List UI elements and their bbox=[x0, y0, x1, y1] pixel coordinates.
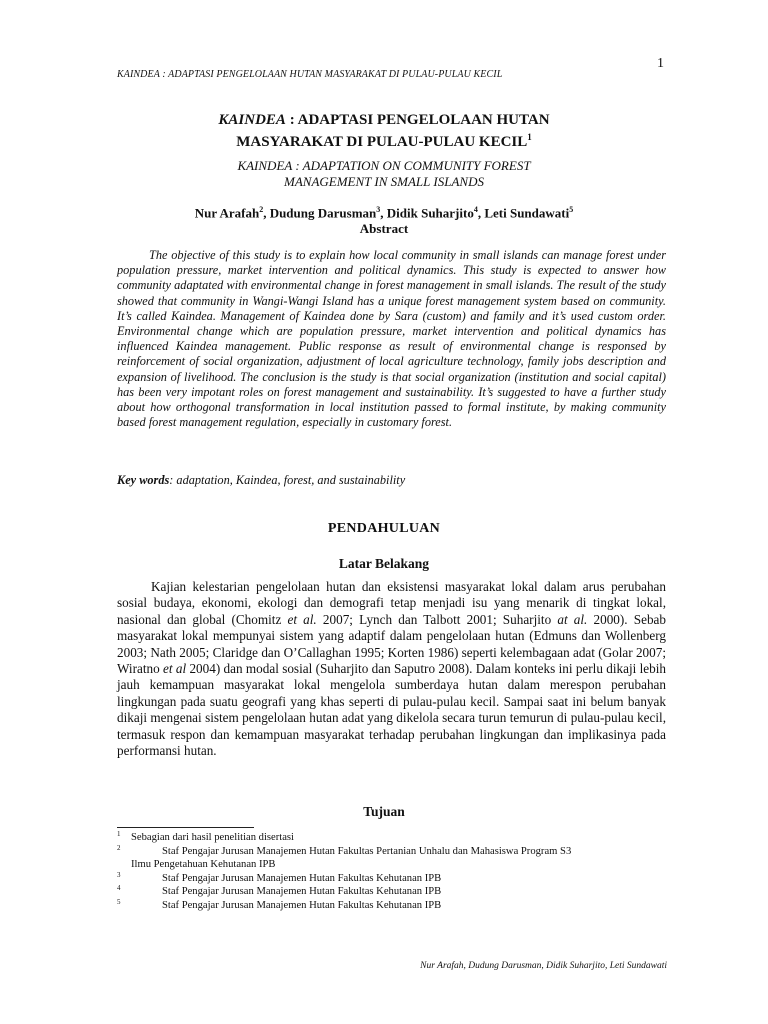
author-separator: , bbox=[380, 205, 387, 221]
footnote bbox=[117, 872, 677, 886]
title-footnote-mark: 1 bbox=[527, 132, 532, 142]
subtitle-line2: MANAGEMENT IN SMALL ISLANDS bbox=[284, 174, 484, 189]
author-name: Leti Sundawati bbox=[484, 205, 570, 221]
footnote-mark: 4 bbox=[117, 884, 121, 893]
running-head: KAINDEA : ADAPTASI PENGELOLAAN HUTAN MASYARAKAT DI PULAU-PULAU KECIL bbox=[117, 69, 503, 80]
abstract-text: The objective of this study is to explain how local community in small islands can manage forest under population pressure, market intervention and political dynamics. This study is expected to answer how community adaptated with environmental change in forest management in small islands. The result of the study showed that community in Wangi-Wangi Island has a unique forest management system based on community. It’s called Kaindea. Management of Kaindea done by Sara (custom) and family and it’s used custom order. Environmental change which are population pressure, market intervention and political dynamics has influenced Kaindea management. Public response as result of environmental change is responsed by reinforcement of social organization, adjustment of local agriculture technology, family jobs description and expansion of livelihood. The conclusion is the study is that social organization (institution and social capital) has been very impotant roles on forest management and sustainability. It’s suggested to have a further study about how orthogonal transformation in local institution passed to formal institute, by making community based forest management regulation, especially in customary forest. bbox=[117, 248, 666, 430]
footnote-text: Sebagian dari hasil penelitian disertasi bbox=[131, 832, 294, 843]
footnotes bbox=[117, 831, 677, 913]
intro-text: Kajian kelestarian pengelolaan hutan dan eksistensi masyarakat lokal dalam arus perubahan sosial budaya, ekonomi, ekologi dan demografi tetap menjadi isu yang menarik di tingkat lokal, nasional dan global (Chomitz bbox=[117, 579, 666, 627]
author-list bbox=[117, 205, 651, 221]
footnote-text: Ilmu Pengetahuan Kehutanan IPB bbox=[131, 859, 276, 871]
keywords bbox=[117, 473, 666, 488]
paper-subtitle bbox=[117, 158, 651, 190]
keywords-label: Key words bbox=[117, 473, 170, 487]
intro-et-al: et al bbox=[163, 661, 187, 677]
paper-title bbox=[117, 112, 651, 151]
footnote-text: Staf Pengajar Jurusan Manajemen Hutan Fakultas Kehutanan IPB bbox=[162, 886, 442, 898]
author-separator: , bbox=[477, 205, 485, 221]
footnote bbox=[117, 885, 677, 899]
footnote-continuation bbox=[117, 858, 677, 872]
author-name: Nur Arafah bbox=[194, 205, 260, 221]
footnote-divider bbox=[117, 827, 254, 828]
intro-text: 2004) dan modal sosial (Suharjito dan Saputro 2008). Dalam konteks ini perlu dikaji lebih jauh kemampuan masyarakat lokal mengelola sumberdaya hutan dalam merespon perubahan lingkungan pada suatu geografi yang khas seperti di pulau-pulau kecil. Sampai saat ini belum banyak dikaji mengenai sistem pengelolaan hutan adat yang dikelola secara turun temurun di pulau-pulau kecil, termasuk respon dan kemampuan masyarakat terhadap perubahan lingkungan dan implikasinya pada performansi hutan. bbox=[117, 661, 666, 759]
intro-paragraph bbox=[117, 579, 666, 759]
author-name: Dudung Darusman bbox=[269, 205, 377, 221]
intro-text: 2007; Lynch dan Talbott 2001; Suharjito bbox=[316, 611, 558, 627]
subtitle-line1: KAINDEA : ADAPTATION ON COMMUNITY FOREST bbox=[237, 158, 531, 173]
intro-et-al: et al. bbox=[287, 611, 317, 627]
footnote bbox=[117, 831, 677, 845]
intro-et-al: at al. bbox=[557, 611, 588, 627]
author-mark: 2 bbox=[259, 205, 264, 214]
footnote bbox=[117, 899, 677, 913]
title-italic-word: KAINDEA bbox=[218, 112, 286, 128]
footnote-mark: 3 bbox=[117, 870, 121, 879]
footnote-mark: 1 bbox=[117, 830, 121, 838]
author-mark: 3 bbox=[376, 205, 381, 214]
subsection-heading: Latar Belakang bbox=[338, 556, 430, 571]
tujuan-heading: Tujuan bbox=[363, 804, 405, 819]
page-footer: Nur Arafah, Dudung Darusman, Didik Suharjito, Leti Sundawati bbox=[420, 961, 667, 971]
footnote-mark: 2 bbox=[117, 843, 121, 852]
footnote-text: Staf Pengajar Jurusan Manajemen Hutan Fakultas Kehutanan IPB bbox=[162, 872, 442, 884]
title-line2: MASYARAKAT DI PULAU-PULAU KECIL bbox=[236, 134, 528, 150]
section-heading: PENDAHULUAN bbox=[327, 521, 441, 536]
footnote bbox=[117, 845, 677, 859]
footnote-text: Staf Pengajar Jurusan Manajemen Hutan Fakultas Kehutanan IPB bbox=[162, 899, 442, 911]
author-mark: 4 bbox=[473, 205, 478, 214]
intro-text: 2000). Sebab masyarakat lokal mempunyai sistem yang adaptif dalam pengelolaan hutan (Edmuns dan Wollenberg 2003; Nath 2005; Claridge dan O’Callaghan 1995; Korten 1986) seperti kelembagaan adat (Golar 2007; Wiratno bbox=[117, 611, 666, 677]
author-name: Didik Suharjito bbox=[386, 205, 474, 221]
author-separator: , bbox=[263, 205, 270, 221]
keywords-text: : adaptation, Kaindea, forest, and sustainability bbox=[169, 473, 406, 487]
author-mark: 5 bbox=[569, 205, 574, 214]
page-number: 1 bbox=[657, 56, 664, 71]
footnote-mark: 5 bbox=[117, 897, 121, 906]
abstract-heading: Abstract bbox=[359, 221, 409, 236]
title-line1-rest: : ADAPTASI PENGELOLAAN HUTAN bbox=[285, 112, 550, 128]
footnote-text: Staf Pengajar Jurusan Manajemen Hutan Fakultas Pertanian Unhalu dan Mahasiswa Program S3 bbox=[162, 845, 572, 857]
